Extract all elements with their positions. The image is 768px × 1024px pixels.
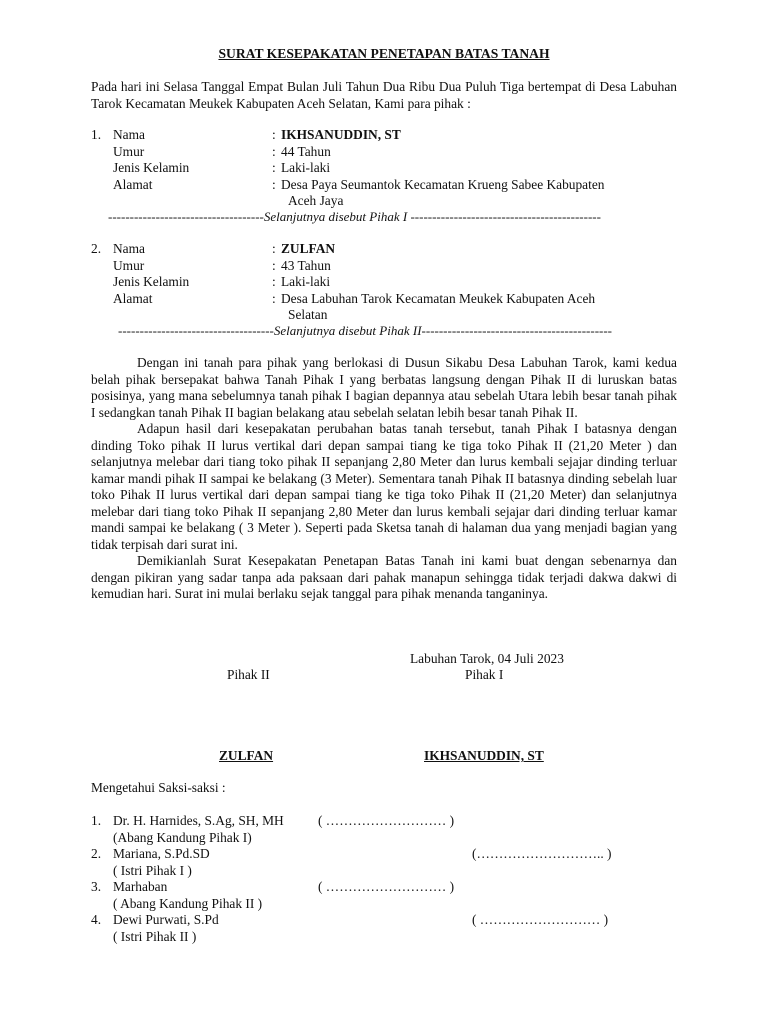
witness-entry-3 xyxy=(91,879,681,896)
witness-signature-line: ( ……………………… ) xyxy=(472,912,609,927)
signatory-label-pihak-i: Pihak I xyxy=(465,667,504,682)
body-text xyxy=(91,355,677,603)
party-number: 1. xyxy=(91,127,102,142)
dash-right: -------------------------------------------- xyxy=(421,323,613,338)
witness-number: 1. xyxy=(91,813,102,828)
witness-number: 2. xyxy=(91,846,102,861)
witness-name: Dewi Purwati, S.Pd xyxy=(113,912,219,927)
colon: : xyxy=(272,257,276,273)
label-nama: Nama xyxy=(113,127,145,142)
witness-number: 3. xyxy=(91,879,102,894)
party-2-address-line2: Selatan xyxy=(288,307,328,322)
party-1-separator xyxy=(108,209,768,226)
witness-relation: ( Istri Pihak I ) xyxy=(113,862,192,878)
party-2-age: 43 Tahun xyxy=(281,257,331,273)
paragraph-boundary-details: Adapun hasil dari kesepakatan perubahan batas tanah tersebut, tanah Pihak I batasnya dengan dinding Toko pihak II lurus vertikal dari depan sampai tiang ke tiga toko Pihak II (21,20 Meter ) dan selanjutnya melebar dari tiang toko pihak II sepanjang 2,80 Meter dan lurus kembali sejajar dinding terluar kamar mandi pihak II sampai ke belakang (3 Meter). Sementara tanah Pihak II batasnya dinding sebelah luar toko Pihak II lurus vertikal dari depan sampai tiang ke tiga toko Pihak II (21,20 Meter) dan selanjutnya melebar dari tiang toko Pihak II sepanjang 2,80 Meter dan lurus kembali sejajar dari dinding terluar kamar mandi sampai ke belakang ( 3 Meter ). Seperti pada Sketsa tanah di halaman dua yang menjadi bagian yang tidak terpisah dari surat ini. xyxy=(91,421,677,552)
witness-entry-1 xyxy=(91,813,681,830)
witness-entry-4 xyxy=(91,912,681,929)
paragraph-land-agreement: Dengan ini tanah para pihak yang berlokasi di Dusun Sikabu Desa Labuhan Tarok, kami kedua belah pihak bersepakat bahwa Tanah Pihak I yang berbatas langsung dengan Pihak II di luruskan batas posisinya, yang mana sebelumnya tanah pihak I bagian depannya atau sebelah Utara lebih besar tanah pihak I sedangkan tanah Pihak II bagian belakang atau sebelah selatan lebih besar tanah Pihak II. xyxy=(91,355,677,420)
witness-signature-line: ( ……………………… ) xyxy=(318,879,455,894)
witness-number: 4. xyxy=(91,912,102,927)
label-alamat: Alamat xyxy=(113,290,153,306)
witness-name: Dr. H. Harnides, S.Ag, SH, MH xyxy=(113,813,284,828)
colon: : xyxy=(272,241,276,256)
witness-relation: ( Abang Kandung Pihak II ) xyxy=(113,895,263,911)
signatory-name-ikhsanuddin: IKHSANUDDIN, ST xyxy=(424,748,544,763)
party-1-address-line2: Aceh Jaya xyxy=(288,193,344,208)
witness-name: Marhaban xyxy=(113,879,168,894)
party-1-name: IKHSANUDDIN, ST xyxy=(281,127,401,142)
place-and-date: Labuhan Tarok, 04 Juli 2023 xyxy=(410,651,564,666)
party-2-name: ZULFAN xyxy=(281,241,336,256)
dash-left: ------------------------------------ xyxy=(118,323,274,338)
party-1-details xyxy=(91,127,677,210)
witness-name: Mariana, S.Pd.SD xyxy=(113,846,210,861)
party-2-address-line1: Desa Labuhan Tarok Kecamatan Meukek Kabupaten Aceh xyxy=(281,290,596,306)
party-1-address-line1: Desa Paya Seumantok Kecamatan Krueng Sabee Kabupaten xyxy=(281,176,605,192)
label-jenis-kelamin: Jenis Kelamin xyxy=(113,274,190,289)
party-2-details xyxy=(91,241,677,324)
colon: : xyxy=(272,127,276,142)
opening-paragraph: Pada hari ini Selasa Tanggal Empat Bulan Juli Tahun Dua Ribu Dua Puluh Tiga bertempat di Desa Labuhan Tarok Kecamatan Meukek Kabupaten Aceh Selatan, Kami para pihak : xyxy=(91,79,677,111)
label-umur: Umur xyxy=(113,257,145,273)
witness-relation: ( Istri Pihak II ) xyxy=(113,928,197,944)
paragraph-closing: Demikianlah Surat Kesepakatan Penetapan Batas Tanah ini kami buat dengan sebenarnya dan dengan pikiran yang sadar tanpa ada paksaan dari pahak manapun sehingga tidak terjadi dakwa dakwi di kemudian hari. Surat ini mulai berlaku sejak tanggal para pihak menanda tanganinya. xyxy=(91,553,677,601)
label-alamat: Alamat xyxy=(113,176,153,192)
label-umur: Umur xyxy=(113,143,145,159)
signatory-name-zulfan: ZULFAN xyxy=(219,748,274,763)
witness-signature-line: (……………………….. ) xyxy=(472,846,612,861)
label-nama: Nama xyxy=(113,241,145,256)
witness-signature-line: ( ……………………… ) xyxy=(318,813,455,828)
colon: : xyxy=(272,160,276,175)
dash-left: ------------------------------------ xyxy=(108,209,264,224)
party-2-separator xyxy=(118,323,768,340)
party-2-gender: Laki-laki xyxy=(281,274,331,289)
colon: : xyxy=(272,143,276,159)
witness-entry-2 xyxy=(91,846,681,863)
party-1-age: 44 Tahun xyxy=(281,143,331,159)
colon: : xyxy=(272,274,276,289)
witness-list xyxy=(91,813,681,945)
witness-heading: Mengetahui Saksi-saksi : xyxy=(91,780,226,795)
dash-right: -------------------------------------------- xyxy=(410,209,601,224)
colon: : xyxy=(272,290,276,306)
party-1-gender: Laki-laki xyxy=(281,160,331,175)
signatory-label-pihak-ii: Pihak II xyxy=(227,667,270,682)
label-jenis-kelamin: Jenis Kelamin xyxy=(113,160,190,175)
document-title: SURAT KESEPAKATAN PENETAPAN BATAS TANAH xyxy=(218,46,550,61)
party-2-designation: Selanjutnya disebut Pihak II xyxy=(273,323,422,338)
party-1-designation: Selanjutnya disebut Pihak I xyxy=(263,209,408,224)
party-number: 2. xyxy=(91,241,102,256)
colon: : xyxy=(272,176,276,192)
witness-relation: (Abang Kandung Pihak I) xyxy=(113,829,252,845)
